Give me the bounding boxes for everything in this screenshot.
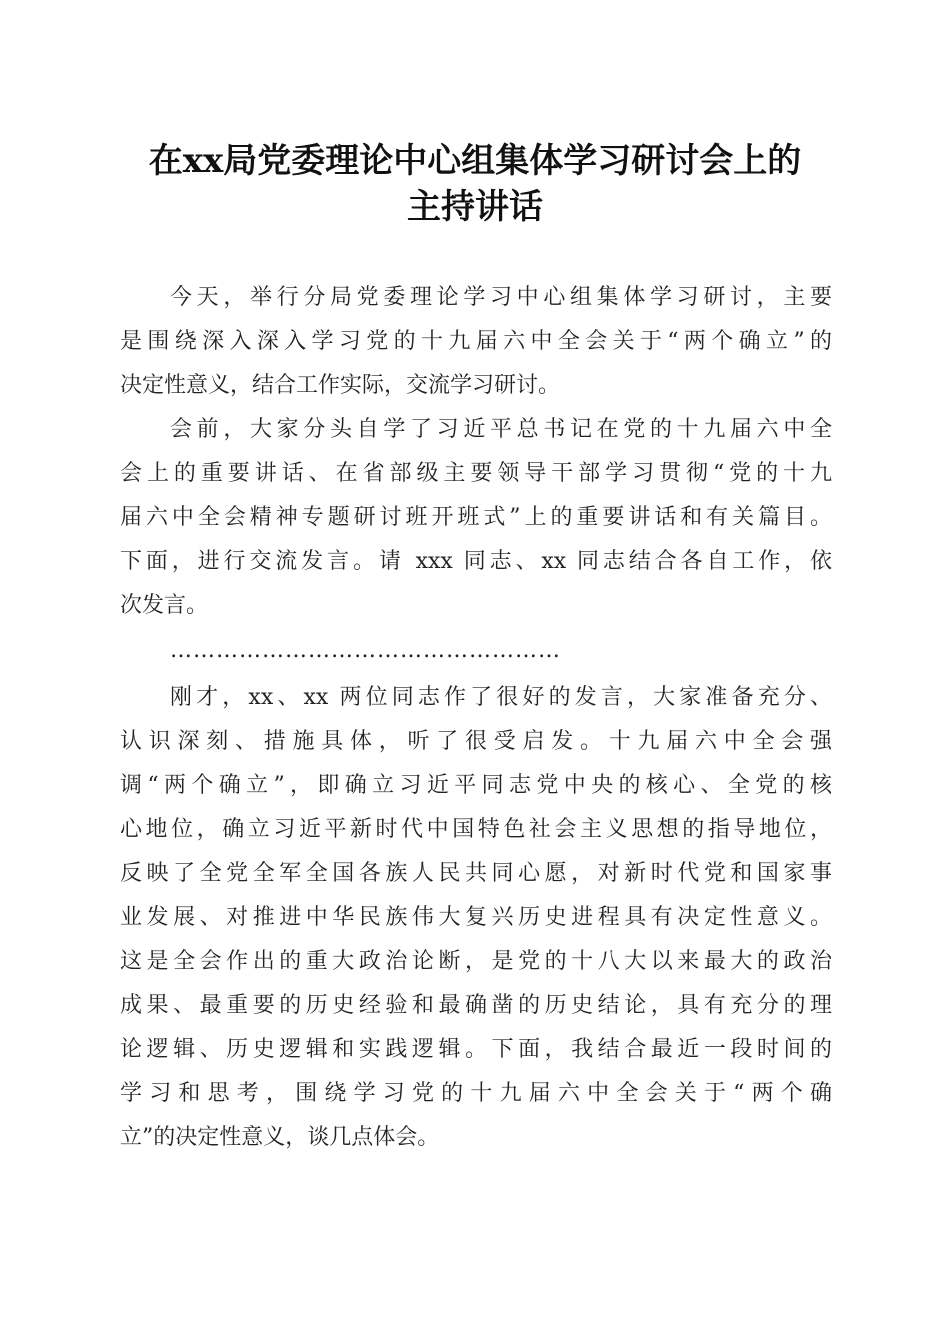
paragraph-line: 调“两个确立”，即确立习近平同志党中央的核心、全党的核 bbox=[120, 773, 832, 798]
paragraph-line: 成果、最重要的历史经验和最确凿的历史结论，具有充分的理 bbox=[120, 993, 832, 1018]
paragraph-line: 学习和思考，围绕学习党的十九届六中全会关于“两个确 bbox=[120, 1081, 832, 1106]
paragraph-line: 论逻辑、历史逻辑和实践逻辑。下面，我结合最近一段时间的 bbox=[120, 1037, 832, 1062]
document-title-line-1: 在xx局党委理论中心组集体学习研讨会上的 bbox=[148, 141, 802, 181]
paragraph-line: 会上的重要讲话、在省部级主要领导干部学习贯彻“党的十九 bbox=[120, 461, 832, 486]
paragraph-line: 届六中全会精神专题研讨班开班式”上的重要讲话和有关篇目。 bbox=[120, 505, 832, 530]
document-title-line-2: 主持讲话 bbox=[407, 187, 543, 227]
paragraph-line: 今天，举行分局党委理论学习中心组集体学习研讨，主要 bbox=[170, 285, 832, 310]
paragraph-line: 认识深刻、措施具体，听了很受启发。十九届六中全会强 bbox=[120, 729, 832, 754]
paragraph-line: 决定性意义，结合工作实际，交流学习研讨。 bbox=[120, 373, 561, 398]
paragraph-line: 刚才，xx、xx 两位同志作了很好的发言，大家准备充分、 bbox=[170, 685, 832, 710]
paragraph-line: 业发展、对推进中华民族伟大复兴历史进程具有决定性意义。 bbox=[120, 905, 832, 930]
paragraph-line: 反映了全党全军全国各族人民共同心愿，对新时代党和国家事 bbox=[120, 861, 832, 886]
paragraph-line: 心地位，确立习近平新时代中国特色社会主义思想的指导地位， bbox=[120, 817, 832, 842]
section-separator: …………………………………………… bbox=[170, 638, 561, 663]
paragraph-line: 是围绕深入深入学习党的十九届六中全会关于“两个确立”的 bbox=[120, 329, 832, 354]
paragraph-line: 会前，大家分头自学了习近平总书记在党的十九届六中全 bbox=[170, 417, 832, 442]
paragraph-line: 下面，进行交流发言。请 xxx 同志、xx 同志结合各自工作，依 bbox=[120, 549, 832, 574]
paragraph-line: 立”的决定性意义，谈几点体会。 bbox=[120, 1125, 440, 1150]
paragraph-line: 这是全会作出的重大政治论断，是党的十八大以来最大的政治 bbox=[120, 949, 832, 974]
paragraph-line: 次发言。 bbox=[120, 593, 209, 618]
